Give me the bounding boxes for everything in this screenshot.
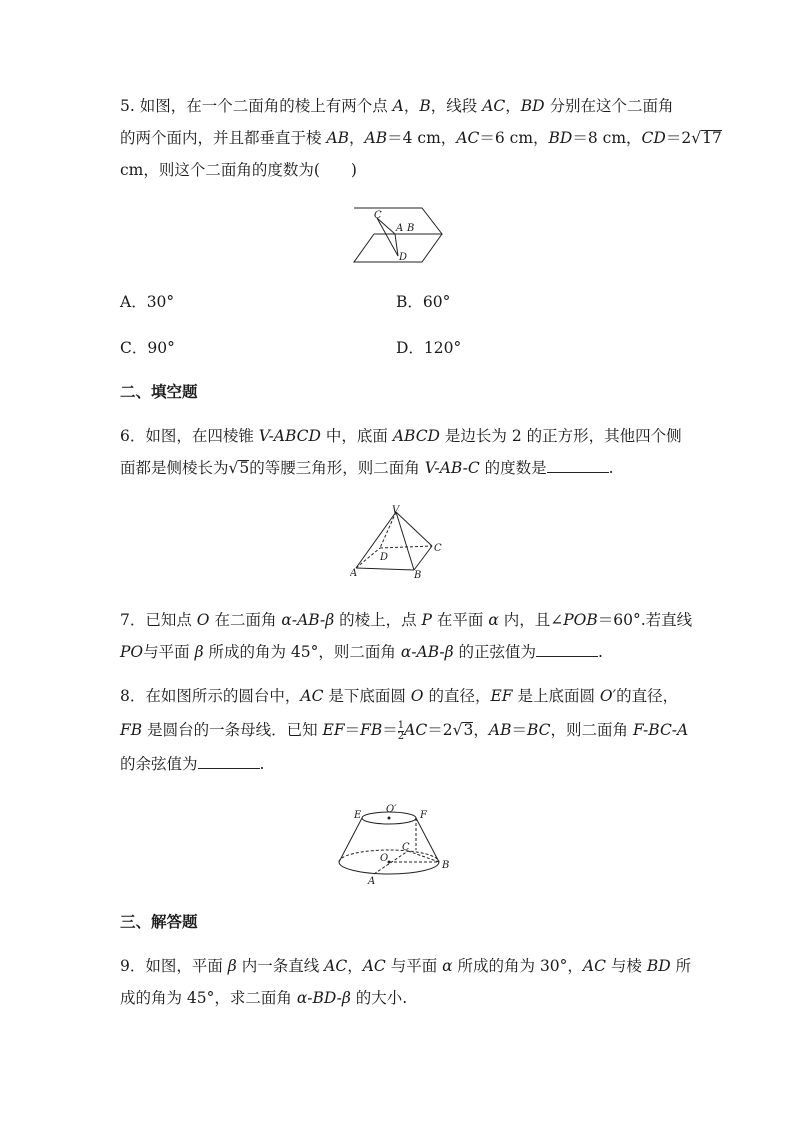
fig6-label-a: A [350,568,358,579]
fig6-label-v: V [392,505,400,516]
fig6-label-b: B [414,570,422,580]
q5-figure-dihedral [350,204,446,266]
q8-line-2: FB 是圆台的一条母线．已知 EF＝FB＝ $\frac{1}{2}$ AC＝2√3，AB＝BC，则二面角 F-BC-A [120,719,689,742]
q5-line-1: 5. 如图，在一个二面角的棱上有两个点 A，B，线段 AC，BD 分别在这个二面角 [120,97,674,115]
q8-figure-frustum [334,802,460,886]
q6-line-1: 6．如图，在四棱锥 V-ABCD 中，底面 ABCD 是边长为 2 的正方形，其他四个侧 [120,427,682,445]
fig8-label-c: C [402,842,410,853]
q7-answer-blank[interactable] [536,642,598,657]
fig5-label-d: D [399,252,408,263]
fig8-label-o-prime: O′ [386,804,397,815]
q6-answer-blank[interactable] [547,458,609,473]
q9-line-1: 9．如图，平面 β 内一条直线 AC，AC 与平面 α 所成的角为 30°，AC 与棱 BD 所 [120,957,692,975]
section-fill-in-heading: 二、填空题 [120,383,198,401]
fig8-label-a: A [368,876,376,886]
fig6-label-d: D [380,552,389,563]
q6-line-2: 面都是侧棱长为√5的等腰三角形，则二面角 V-AB-C 的度数是 . [120,459,614,477]
q8-line-3: 的余弦值为 . [120,755,265,773]
fig6-label-c: C [434,543,442,554]
q5-line-3: cm，则这个二面角的度数为( ) [120,161,357,179]
q5-line-2: 的两个面内，并且都垂直于棱 AB，AB＝4 cm，AC＝6 cm，BD＝8 cm，CD＝2√17 [120,129,722,147]
q5-option-d[interactable]: D．120° [396,339,462,357]
q8-answer-blank[interactable] [198,754,260,769]
q8-fraction-half: $\frac{1}{2}$ [397,719,405,742]
fig5-label-a: A [396,223,404,234]
fig5-label-c: C [374,210,382,221]
q9-line-2: 成的角为 45°，求二面角 α-BD-β 的大小. [120,989,408,1007]
q5-option-a[interactable]: A．30° [120,293,175,311]
section-answer-heading: 三、解答题 [120,913,198,931]
fig8-label-o: O [380,853,389,864]
q5-option-c[interactable]: C．90° [120,339,175,357]
q7-line-1: 7．已知点 O 在二面角 α-AB-β 的棱上，点 P 在平面 α 内，且∠POB＝60°.若直线 [120,611,693,629]
q5-option-b[interactable]: B．60° [396,293,451,311]
fig8-label-b: B [442,860,450,871]
fig8-label-e: E [354,810,362,821]
q7-line-2: PO与平面 β 所成的角为 45°，则二面角 α-AB-β 的正弦值为 . [120,643,603,661]
fig5-label-b: B [407,223,415,234]
q6-figure-pyramid [350,504,446,580]
fig8-label-f: F [420,810,427,821]
q8-line-1: 8．在如图所示的圆台中，AC 是下底面圆 O 的直径，EF 是上底面圆 O′的直径， [120,687,679,705]
